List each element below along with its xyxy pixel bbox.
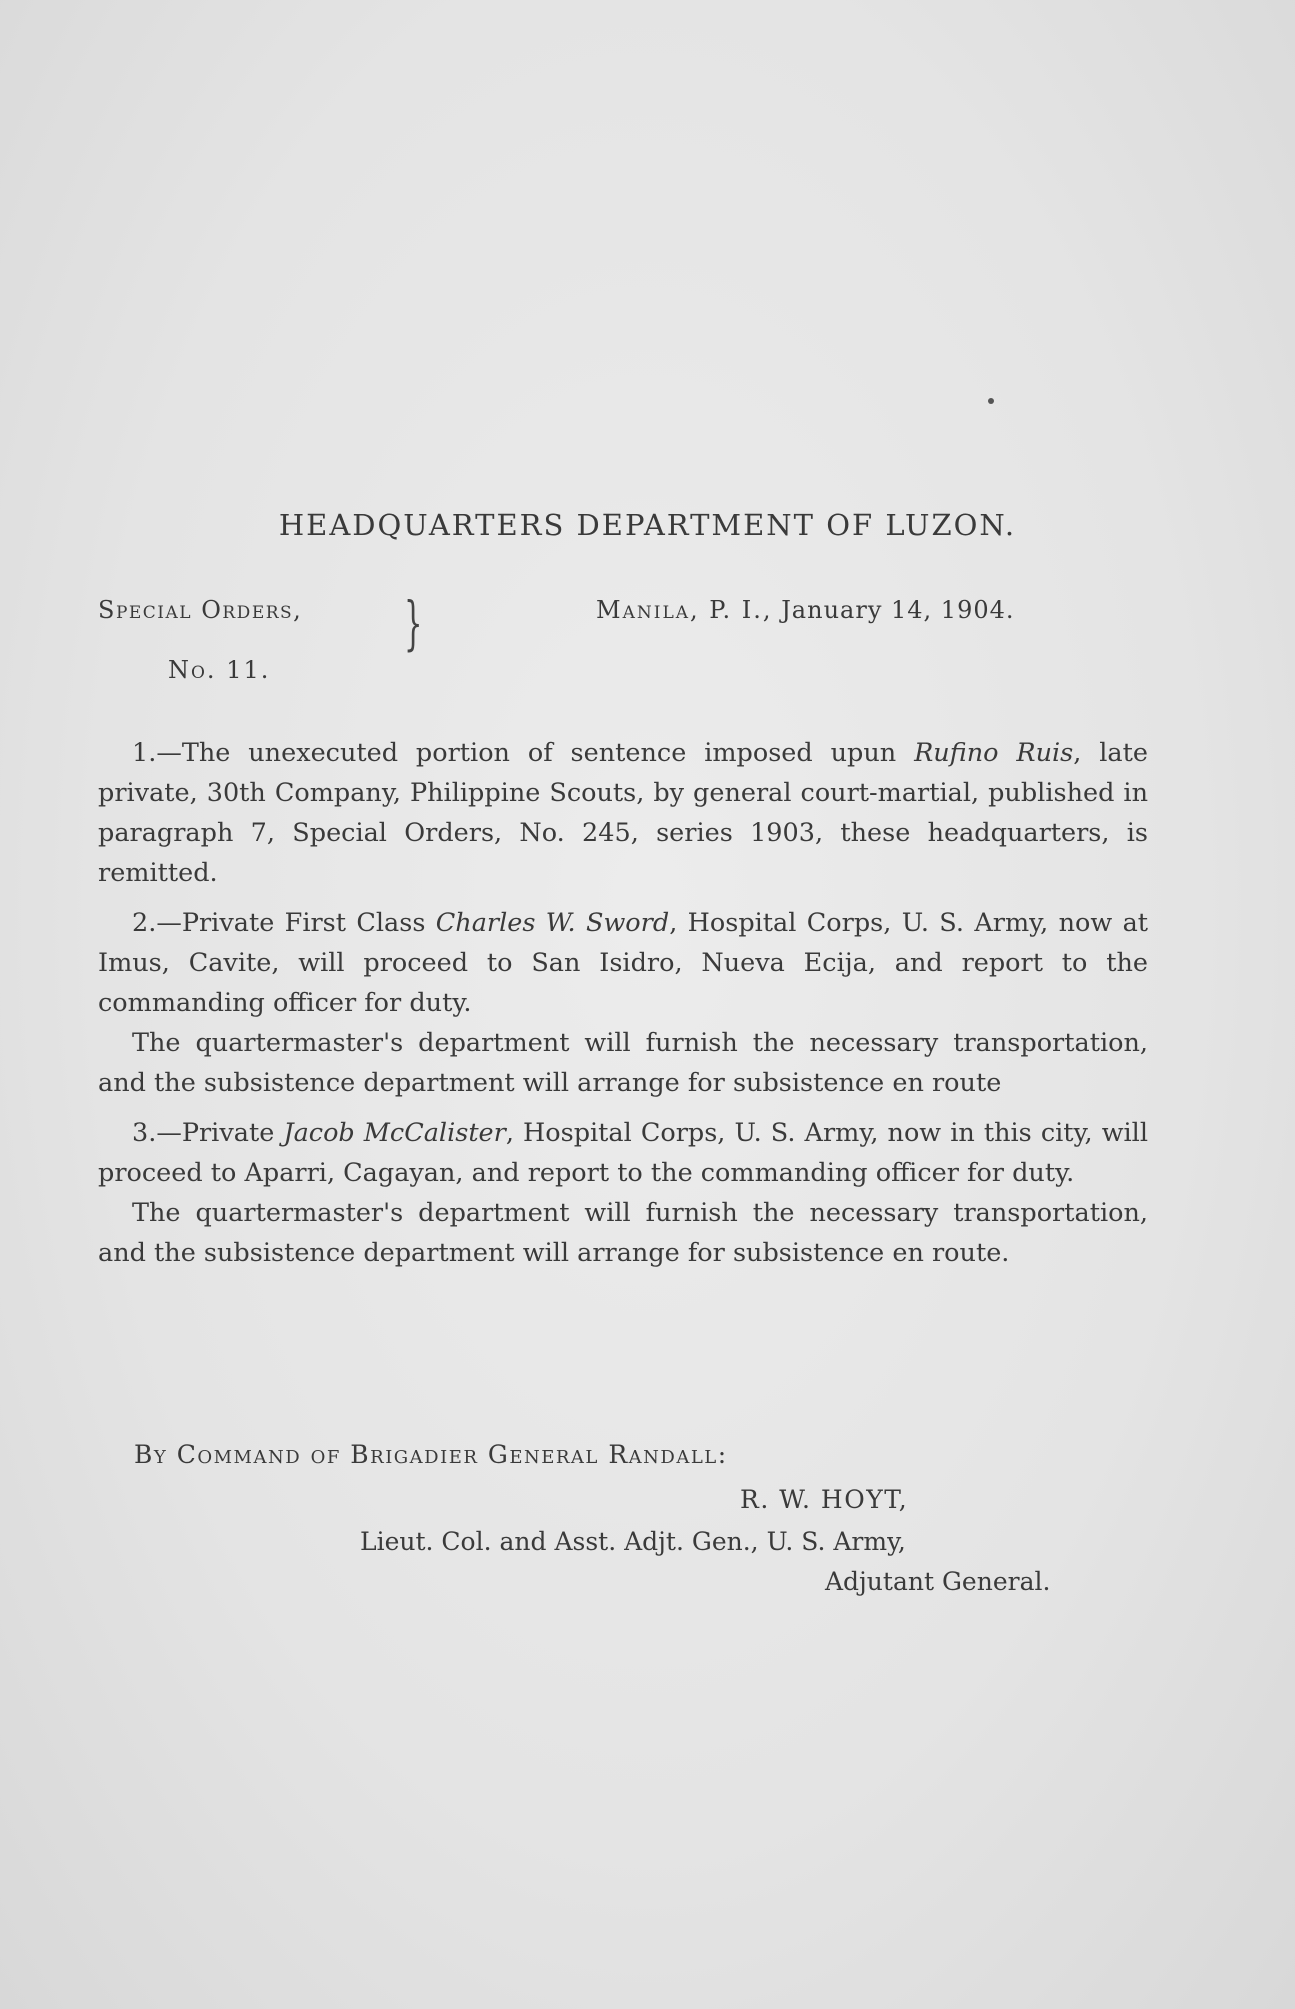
paragraph-2-transport: The quartermaster's department will furnish the necessary transportation, and the subsistence department will arrange for subsistence en route — [98, 1028, 1148, 1098]
paragraph-1-text-a: 1.—The unexecuted portion of sentence imposed upun — [132, 738, 915, 768]
signer-role: Adjutant General. — [825, 1567, 1051, 1596]
page-title: HEADQUARTERS DEPARTMENT OF LUZON. — [278, 508, 1017, 542]
person-name: Jacob McCalister — [283, 1118, 506, 1148]
person-name: Charles W. Sword — [435, 908, 670, 938]
paragraph-3-transport: The quartermaster's department will furnish the necessary transportation, and the subsistence department will arrange for subsistence en route. — [98, 1198, 1148, 1268]
order-number: No. 11. — [168, 656, 271, 684]
orders-body — [98, 733, 1148, 1273]
paragraph-1 — [98, 733, 1148, 893]
paragraph-2-text-a: 2.—Private First Class — [132, 908, 436, 938]
paragraph-3-text-a: 3.—Private — [132, 1118, 284, 1148]
ink-speck — [988, 398, 994, 404]
paragraph-2 — [98, 903, 1148, 1023]
signer-title: Lieut. Col. and Asst. Adjt. Gen., U. S. Army, — [360, 1527, 906, 1556]
paragraph-2-text-b: , Hospital Corps, U. S. Army, now at Imus, Cavite, will proceed to San Isidro, Nueva Ecija, and report to the commanding officer for duty. — [98, 908, 1149, 1018]
paragraph-3 — [98, 1113, 1148, 1193]
command-line: By Command of Brigadier General Randall: — [134, 1440, 728, 1469]
place: Manila, P. I., — [596, 596, 773, 624]
person-name: Rufino Ruis — [914, 738, 1074, 768]
brace-icon: } — [404, 589, 423, 657]
paragraph-3-text-b: , Hospital Corps, U. S. Army, now in this city, will proceed to Aparri, Cagayan, and report to the commanding officer for duty. — [98, 1118, 1148, 1188]
special-orders-label: Special Orders, — [98, 596, 303, 624]
signer-name: R. W. HOYT, — [740, 1485, 909, 1514]
date: January 14, 1904. — [781, 596, 1015, 624]
dateline — [596, 596, 1015, 624]
paragraph-1-text-b: , late private, 30th Company, Philippine Scouts, by general court-martial, published in paragraph 7, Special Orders, No. 245, series 1903, these headquarters, is remitted. — [98, 738, 1148, 888]
